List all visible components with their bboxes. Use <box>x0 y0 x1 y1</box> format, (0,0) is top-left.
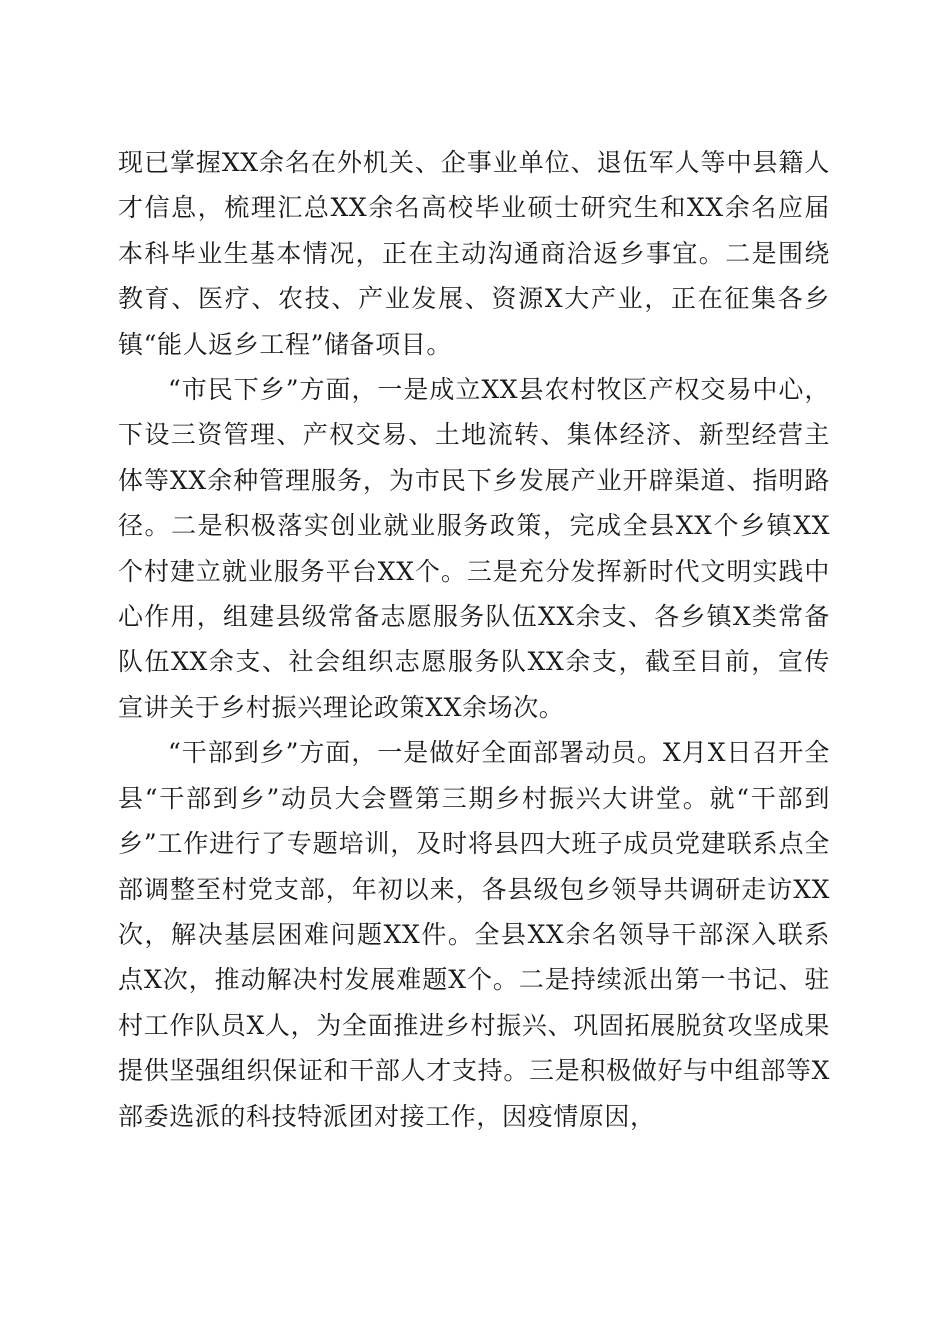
paragraph-talent-return: 现已掌握XX余名在外机关、企事业单位、退伍军人等中县籍人才信息，梳理汇总XX余名高校毕业硕士研究生和XX余名应届本科毕业生基本情况，正在主动沟通商洽返乡事宜。二是围绕教育、医疗、农技、产业发展、资源X大产业，正在征集各乡镇“能人返乡工程”储备项目。 <box>118 148 830 359</box>
paragraph-citizens-to-countryside: “市民下乡”方面，一是成立XX县农村牧区产权交易中心，下设三资管理、产权交易、土地流转、集体经济、新型经营主体等XX余种管理服务，为市民下乡发展产业开辟渠道、指明路径。二是积极落实创业就业服务政策，完成全县XX个乡镇XX个村建立就业服务平台XX个。三是充分发挥新时代文明实践中心作用，组建县级常备志愿服务队伍XX余支、各乡镇X类常备队伍XX余支、社会组织志愿服务队XX余支，截至目前，宣传宣讲关于乡村振兴理论政策XX余场次。 <box>118 375 830 722</box>
paragraph-cadres-to-township: “干部到乡”方面，一是做好全面部署动员。X月X日召开全县“干部到乡”动员大会暨第三期乡村振兴大讲堂。就“干部到乡”工作进行了专题培训，及时将县四大班子成员党建联系点全部调整至村党支部，年初以来，各县级包乡领导共调研走访XX次，解决基层困难问题XX件。全县XX余名领导干部深入联系点X次，推动解决村发展难题X个。二是持续派出第一书记、驻村工作队员X人，为全面推进乡村振兴、巩固拓展脱贫攻坚成果提供坚强组织保证和干部人才支持。三是积极做好与中组部等X部委选派的科技特派团对接工作，因疫情原因， <box>118 738 830 1131</box>
body-text <box>118 140 830 1139</box>
